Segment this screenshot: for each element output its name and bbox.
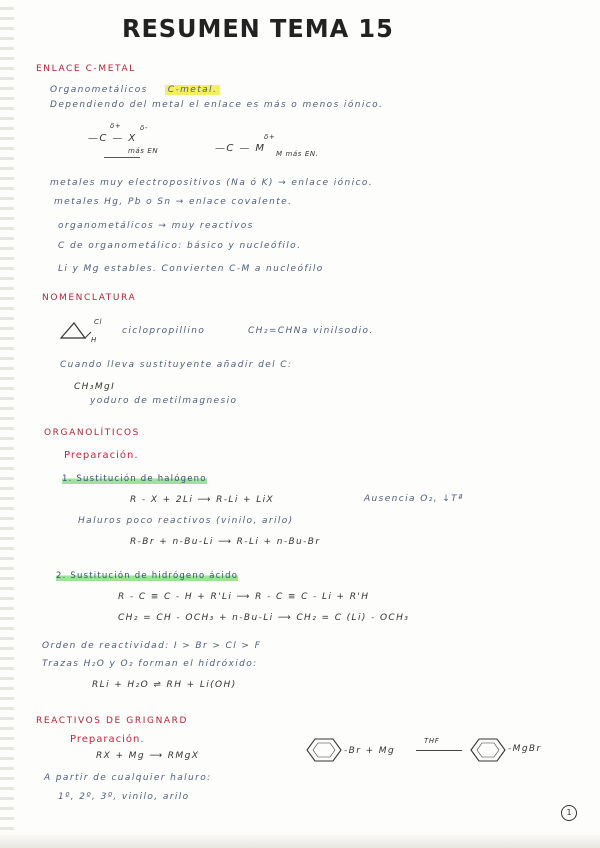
enlace-line-1 (50, 85, 220, 95)
m-more-en-note: M más EN. (276, 150, 319, 158)
delta-plus-m-label: δ+ (264, 133, 276, 141)
trazas-note: Trazas H₂O y O₂ forman el hidróxido: (42, 659, 258, 669)
grignard-line-2: 1º, 2º, 3º, vinilo, arilo (58, 792, 190, 802)
page-number: 1 (561, 805, 577, 821)
highlight-c-metal: C-metal. (165, 85, 220, 95)
grignard-reaction-1: RX + Mg ⟶ RMgX (96, 751, 200, 761)
polarity-diagram-cx: —C — X (88, 133, 137, 144)
orden-reactividad: Orden de reactividad: I > Br > Cl > F (42, 641, 262, 651)
polarity-diagram-cm: —C — M (215, 143, 266, 154)
benzene-ring-icon (306, 737, 342, 763)
reaction-5: RLi + H₂O ⇌ RH + Li(OH) (92, 680, 237, 690)
enlace-line-1-text: Organometálicos (50, 85, 148, 95)
section-heading-nomenclatura: NOMENCLATURA (42, 293, 137, 303)
reaction-4: CH₂ = CH - OCH₃ + n-Bu-Li ⟶ CH₂ = C (Li) - OCH₃ (118, 613, 410, 623)
delta-minus-label: δ- (140, 124, 149, 132)
enlace-line-4: metales Hg, Pb o Sn → enlace covalente. (54, 197, 293, 207)
organoliticos-preparacion: Preparación. (64, 450, 139, 461)
arrow-right-icon (104, 157, 140, 158)
section-heading-grignard: REACTIVOS DE GRIGNARD (36, 716, 189, 726)
nomenclatura-line-1: ciclopropillino (122, 326, 206, 336)
haluros-note: Haluros poco reactivos (vinilo, arilo) (78, 516, 294, 526)
reaction-3: R - C ≡ C - H + R'Li ⟶ R - C ≡ C - Li + R'H (118, 592, 370, 602)
thf-condition: THF (424, 737, 440, 745)
h-label: H (91, 336, 97, 344)
nomenclatura-line-1b: CH₂=CHNa vinilsodio. (248, 326, 374, 336)
grignard-product: -MgBr (508, 744, 542, 754)
section-heading-enlace: ENLACE C-METAL (36, 64, 136, 74)
page-bottom-edge (0, 832, 600, 848)
reaction-1-note: Ausencia O₂, ↓Tª (364, 494, 464, 504)
reaction-arrow-icon (416, 750, 462, 751)
nomenclatura-formula: CH₃MgI (74, 382, 116, 392)
enlace-line-7: Li y Mg estables. Convierten C-M a nucleófilo (58, 264, 324, 274)
spiral-binding-edge (0, 0, 14, 848)
benzene-ring-product-icon (470, 737, 506, 763)
enlace-line-3: metales muy electropositivos (Na ó K) → enlace iónico. (50, 178, 374, 188)
grignard-preparacion: Preparación. (70, 734, 145, 745)
cyclopropyl-structure-icon (58, 318, 94, 342)
enlace-line-5: organometálicos → muy reactivos (58, 221, 254, 231)
organoliticos-step-1: 1. Sustitución de halógeno (62, 474, 207, 484)
page-title: RESUMEN TEMA 15 (122, 14, 394, 43)
enlace-line-6: C de organometálico: básico y nucleófilo. (58, 241, 302, 251)
grignard-reactant: -Br + Mg (344, 746, 396, 756)
delta-plus-label: δ+ (110, 122, 122, 130)
reaction-2: R-Br + n-Bu-Li ⟶ R-Li + n-Bu-Br (130, 537, 321, 547)
nomenclatura-line-2: Cuando lleva sustituyente añadir del C: (60, 360, 293, 370)
section-heading-organoliticos: ORGANOLÍTICOS (44, 428, 140, 438)
organoliticos-step-2: 2. Sustitución de hidrógeno ácido (56, 571, 239, 581)
enlace-line-2: Dependiendo del metal el enlace es más o menos iónico. (50, 100, 384, 110)
cl-label: Cl (94, 318, 103, 326)
grignard-line-1: A partir de cualquier haluro: (44, 773, 212, 783)
nomenclatura-line-3: yoduro de metilmagnesio (90, 396, 238, 406)
more-en-note: más EN (128, 147, 159, 155)
reaction-1: R - X + 2Li ⟶ R-Li + LiX (130, 495, 275, 505)
